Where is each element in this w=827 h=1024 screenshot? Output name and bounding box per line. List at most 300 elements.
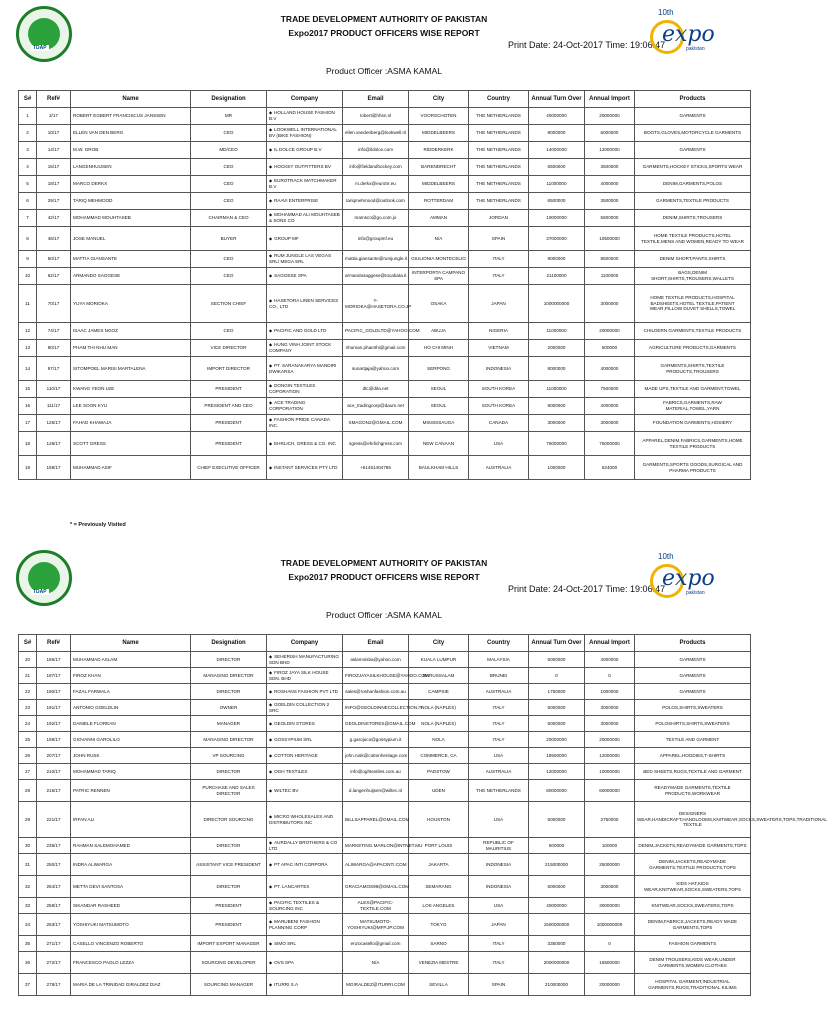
buyers-table bbox=[18, 90, 751, 480]
footnote: * = Previously Visited bbox=[70, 522, 126, 528]
cell-turnover: 80000000 bbox=[529, 780, 585, 802]
cell-sn: 36 bbox=[19, 952, 37, 974]
cell-city: PORT LOUIS bbox=[409, 838, 469, 854]
cell-sn: 6 bbox=[19, 193, 37, 210]
cell-import: 20000000 bbox=[585, 732, 635, 748]
cell-email: g.garojuco@gossypium.it bbox=[343, 732, 409, 748]
cell-country: THE NETHERLANDS bbox=[469, 780, 529, 802]
table-row bbox=[19, 415, 751, 432]
cell-name: MOHAMMAD TARIQ bbox=[71, 764, 191, 780]
cell-company: ◆ EHRLICH, GRESS & CO. INC bbox=[267, 432, 343, 456]
cell-turnover: 18500000 bbox=[529, 748, 585, 764]
cell-import: 20000000 bbox=[585, 323, 635, 340]
cell-designation: VP SOURCING bbox=[191, 748, 267, 764]
table-row bbox=[19, 914, 751, 936]
table-row bbox=[19, 456, 751, 480]
cell-products: BOOTS,GLOVES,MOTORCYCLE GARMENTS bbox=[635, 125, 751, 142]
cell-country: ITALY bbox=[469, 936, 529, 952]
cell-company: ◆ OGH TEXTILES bbox=[267, 764, 343, 780]
cell-email: info@groupmf.eu bbox=[343, 227, 409, 251]
column-header: Ref# bbox=[37, 635, 71, 652]
cell-ref: 111/17 bbox=[37, 398, 71, 415]
cell-country: THE NETHERLANDS bbox=[469, 159, 529, 176]
cell-ref: 250/17 bbox=[37, 854, 71, 876]
cell-company: ◆ MICRO WHOLESALES AND DISTRIBUTORS INC bbox=[267, 802, 343, 838]
table-row bbox=[19, 381, 751, 398]
table-row bbox=[19, 159, 751, 176]
cell-country: JAPAN bbox=[469, 285, 529, 323]
cell-designation: BUYER bbox=[191, 227, 267, 251]
cell-designation: VICE DIRECTOR bbox=[191, 340, 267, 357]
cell-name: KWANG YEON LEE bbox=[71, 381, 191, 398]
cell-ref: 236/17 bbox=[37, 838, 71, 854]
cell-designation: PRESIDENT bbox=[191, 914, 267, 936]
cell-designation: CEO bbox=[191, 125, 267, 142]
cell-city: OSAKA bbox=[409, 285, 469, 323]
cell-products: AGRICULTURE PRODUCTS,GARMENTS bbox=[635, 340, 751, 357]
cell-sn: 27 bbox=[19, 764, 37, 780]
cell-products: FABRICS,GARMENTS,RAW MATERIAL,TOWEL,YARN bbox=[635, 398, 751, 415]
cell-products: GARMENTS,TEXTILE PRODUCTS bbox=[635, 193, 751, 210]
cell-email: BILLSAPPAREL@GMAIL.COM bbox=[343, 802, 409, 838]
cell-city: GIULIONIA MONTECELIO bbox=[409, 251, 469, 268]
cell-import: 0 bbox=[585, 668, 635, 684]
cell-ref: 18/17 bbox=[37, 176, 71, 193]
cell-company: ◆ MARUBENI FASHION PLANNING CORP bbox=[267, 914, 343, 936]
cell-city: TOKYO bbox=[409, 914, 469, 936]
cell-sn: 4 bbox=[19, 159, 37, 176]
buyers-table bbox=[18, 634, 827, 996]
cell-email: mamsco@go.com.jo bbox=[343, 210, 409, 227]
cell-company: ◆ ACE TRADING CORPORATION bbox=[267, 398, 343, 415]
cell-import: 3000000 bbox=[585, 876, 635, 898]
cell-sn: 29 bbox=[19, 802, 37, 838]
cell-name: FIROZ KHAN bbox=[71, 668, 191, 684]
column-header: Annual Import bbox=[585, 635, 635, 652]
cell-company: ◆ LOOKWELL INTERNATIONAL BV (BIKE FASHION) bbox=[267, 125, 343, 142]
cell-ref: 198/17 bbox=[37, 732, 71, 748]
cell-company: ◆ IL DOLCE GROUP B.V bbox=[267, 142, 343, 159]
cell-products: GARMENTS bbox=[635, 652, 751, 668]
table-row bbox=[19, 268, 751, 285]
cell-designation: CEO bbox=[191, 268, 267, 285]
cell-name: LEE SOON KYU bbox=[71, 398, 191, 415]
cell-country: AUSTRALIA bbox=[469, 684, 529, 700]
cell-country: INDONESIA bbox=[469, 357, 529, 381]
cell-company: ◆ MOHAMMAD ALI MOUHTASEB & SONS CO bbox=[267, 210, 343, 227]
cell-company: ◆ GOSSYPIUM SRL bbox=[267, 732, 343, 748]
cell-sn: 32 bbox=[19, 876, 37, 898]
cell-turnover: 9000000 bbox=[529, 398, 585, 415]
cell-country: USA bbox=[469, 802, 529, 838]
cell-city: PADSTOW bbox=[409, 764, 469, 780]
cell-import: 75000000 bbox=[585, 432, 635, 456]
cell-sn: 23 bbox=[19, 700, 37, 716]
cell-company: ◆ PACIFIC TEXTILES & SOURCING INC bbox=[267, 898, 343, 914]
cell-name: ARMANDO SAGGESE bbox=[71, 268, 191, 285]
cell-import: 1100000 bbox=[585, 268, 635, 285]
cell-ref: 3/17 bbox=[37, 108, 71, 125]
cell-sn: 9 bbox=[19, 251, 37, 268]
cell-ref: 74/17 bbox=[37, 323, 71, 340]
cell-import: 6000000 bbox=[585, 125, 635, 142]
table-row bbox=[19, 838, 751, 854]
cell-turnover: 21100000 bbox=[529, 268, 585, 285]
report-title: TRADE DEVELOPMENT AUTHORITY OF PAKISTAN bbox=[280, 558, 488, 568]
cell-designation: PRESIDENT bbox=[191, 432, 267, 456]
cell-turnover: 10000000 bbox=[529, 210, 585, 227]
cell-email: FIROZJAYASILKHOUSE@YAHOO.COM bbox=[343, 668, 409, 684]
cell-designation: CEO bbox=[191, 159, 267, 176]
table-row bbox=[19, 210, 751, 227]
cell-city: MIDDELBEERS bbox=[409, 125, 469, 142]
cell-email: mattia.giansante@rumjungle.it bbox=[343, 251, 409, 268]
cell-designation: DIRECTOR bbox=[191, 652, 267, 668]
cell-sn: 11 bbox=[19, 285, 37, 323]
cell-designation: DIRECTOR bbox=[191, 764, 267, 780]
cell-ref: 10/17 bbox=[37, 125, 71, 142]
cell-company: ◆ SAGGESE SPA bbox=[267, 268, 343, 285]
cell-country: SPAIN bbox=[469, 227, 529, 251]
cell-products: DENIM,SHIRTS,TROUSERS bbox=[635, 210, 751, 227]
cell-designation: PRESIDENT bbox=[191, 381, 267, 398]
cell-country: CANADA bbox=[469, 415, 529, 432]
cell-email: MATSUMOTO-YOSHIYUKI@MFP.JP.COM bbox=[343, 914, 409, 936]
cell-company: ◆ ROSHANS FASHION PVT LTD bbox=[267, 684, 343, 700]
cell-products: DENIM TROUSERS,KIDS WEAR,UNDER GARMENTS,WOMEN CLOTHES bbox=[635, 952, 751, 974]
cell-turnover: 215000000 bbox=[529, 854, 585, 876]
print-date: Print Date: 24-Oct-2017 Time: 19:06.47 bbox=[508, 584, 666, 594]
cell-name: MARCO DERKX bbox=[71, 176, 191, 193]
cell-import: 10000000 bbox=[585, 764, 635, 780]
cell-products: DENIM SHORT,PANTS,SHIRTS bbox=[635, 251, 751, 268]
cell-import: 25000000 bbox=[585, 854, 635, 876]
table-row bbox=[19, 285, 751, 323]
cell-ref: 190/17 bbox=[37, 684, 71, 700]
cell-company: ◆ PT. SARANAKARYA MANDIRI DWIKARSA bbox=[267, 357, 343, 381]
cell-company: ◆ INSTANT SERVICES PTY LTD bbox=[267, 456, 343, 480]
cell-name: FAHAD KHAWAJA bbox=[71, 415, 191, 432]
column-header: Annual Turn Over bbox=[529, 91, 585, 108]
cell-city: VOORSCHOTEN bbox=[409, 108, 469, 125]
cell-turnover: 210000000 bbox=[529, 974, 585, 996]
cell-name: SIKANDAR RASHEED bbox=[71, 898, 191, 914]
cell-country: USA bbox=[469, 898, 529, 914]
cell-sn: 1 bbox=[19, 108, 37, 125]
cell-ref: 254/17 bbox=[37, 876, 71, 898]
cell-sn: 12 bbox=[19, 323, 37, 340]
cell-company: ◆ DONGIN TEXTILES COPORATION bbox=[267, 381, 343, 398]
cell-designation: PRESIDENT AND CEO bbox=[191, 398, 267, 415]
cell-import: 100000 bbox=[585, 838, 635, 854]
table-row bbox=[19, 764, 751, 780]
table-row bbox=[19, 652, 751, 668]
cell-designation: SOURCING DEVELOPER bbox=[191, 952, 267, 974]
cell-import: 4000000 bbox=[585, 652, 635, 668]
cell-company: ◆ RUM JUNGLE LAS VEGAS SRL/ MEGA SRL bbox=[267, 251, 343, 268]
table-row bbox=[19, 716, 751, 732]
cell-turnover: 3000000 bbox=[529, 415, 585, 432]
cell-country: MALAYSIA bbox=[469, 652, 529, 668]
cell-import: 8500000 bbox=[585, 251, 635, 268]
cell-city: SEOUL bbox=[409, 381, 469, 398]
cell-designation: MANAGING DIRECTOR bbox=[191, 668, 267, 684]
cell-company: ◆ GOELDIN COLLECTION 2 SRC bbox=[267, 700, 343, 716]
column-header: City bbox=[409, 635, 469, 652]
cell-import: 4000000 bbox=[585, 357, 635, 381]
tdap-logo: TDAP bbox=[16, 550, 72, 606]
cell-name: JOHN RUSK bbox=[71, 748, 191, 764]
column-header: Products bbox=[635, 635, 751, 652]
cell-country: THE NETHERLANDS bbox=[469, 125, 529, 142]
column-header: Designation bbox=[191, 91, 267, 108]
cell-country: ITALY bbox=[469, 251, 529, 268]
table-row bbox=[19, 936, 751, 952]
cell-products: FOUNDATION GARMENTS,HOSIERY bbox=[635, 415, 751, 432]
cell-import: 1000000000 bbox=[585, 914, 635, 936]
cell-name: SITOMPOEL MARISI MARTALENA bbox=[71, 357, 191, 381]
cell-email: +61451404786 bbox=[343, 456, 409, 480]
cell-sn: 35 bbox=[19, 936, 37, 952]
cell-sn: 17 bbox=[19, 415, 37, 432]
cell-turnover: 9000000 bbox=[529, 251, 585, 268]
cell-turnover: 8000000 bbox=[529, 357, 585, 381]
cell-products: GARMENTS,HOCKEY STICKS,SPORTS WEAR bbox=[635, 159, 751, 176]
cell-name: METTA DEVI SANTOSA bbox=[71, 876, 191, 898]
cell-name: TARIQ MEHMOOD bbox=[71, 193, 191, 210]
cell-products: KNITWEAR,SOCKS,SWEATERS,TOPS bbox=[635, 898, 751, 914]
table-row bbox=[19, 684, 751, 700]
tdap-logo: TDAP bbox=[16, 6, 72, 62]
cell-products: BED SHEETS,RUGS,TEXTILE AND GARMENT bbox=[635, 764, 751, 780]
cell-country: SPAIN bbox=[469, 974, 529, 996]
cell-company: ◆ HOCKEY OUTFITTERS BV bbox=[267, 159, 343, 176]
cell-country: SOUTH KOREA bbox=[469, 381, 529, 398]
cell-country: JAPAN bbox=[469, 914, 529, 936]
table-row bbox=[19, 432, 751, 456]
cell-ref: 80/17 bbox=[37, 340, 71, 357]
cell-products: POLOS,SHIRTS,SWEATERS bbox=[635, 700, 751, 716]
cell-sn: 26 bbox=[19, 748, 37, 764]
cell-company: ◆ HASETORA LINEN SERVICES CO., LTD bbox=[267, 285, 343, 323]
cell-city: NEW CANAAN bbox=[409, 432, 469, 456]
cell-city: CAMPSIE bbox=[409, 684, 469, 700]
column-header: Country bbox=[469, 91, 529, 108]
cell-sn: 18 bbox=[19, 432, 37, 456]
cell-products: HOME TEXTILE PRODUCTS,HOTEL TEXTILE,MENS AND WOMEN,READY TO WEAR bbox=[635, 227, 751, 251]
cell-products: MADE UPS,TEXTILE AND GARMENT,TOWEL bbox=[635, 381, 751, 398]
cell-city: SEMARANG bbox=[409, 876, 469, 898]
cell-city: VENEZIA MESTRE bbox=[409, 952, 469, 974]
cell-country: VIETNAM bbox=[469, 340, 529, 357]
cell-email: nhuman.phamthi@gmail.com bbox=[343, 340, 409, 357]
cell-country: REPUBLIC OF MAURITIUS bbox=[469, 838, 529, 854]
cell-name: JOSE MANUEL bbox=[71, 227, 191, 251]
cell-turnover: 8000000 bbox=[529, 125, 585, 142]
cell-email: PACIFIC_GOLDLTD@YAHOO.COM bbox=[343, 323, 409, 340]
cell-email: sgress@ehrlichgress.com bbox=[343, 432, 409, 456]
cell-products: GARMENTS bbox=[635, 142, 751, 159]
cell-city: COMMERCE, CA bbox=[409, 748, 469, 764]
cell-company: ◆ PT APAC INTI CORPORA bbox=[267, 854, 343, 876]
cell-city: ROTTERDAM bbox=[409, 193, 469, 210]
cell-country: ITALY bbox=[469, 952, 529, 974]
cell-products: HOSPITAL GARMENT,INDUSTRIAL GARMENTS,RUGS,TRADITIONAL KILIMS bbox=[635, 974, 751, 996]
cell-name: IRFAN ALI bbox=[71, 802, 191, 838]
cell-turnover: 1000000 bbox=[529, 456, 585, 480]
cell-products: FASHION GARMENTS bbox=[635, 936, 751, 952]
cell-name: MUHAMMAD ASLAM bbox=[71, 652, 191, 668]
cell-city: SEOUL bbox=[409, 398, 469, 415]
cell-products: KIDS HAT,KIDS WEAR,KNITWEAR,SOCKS,SWEATERS,TOPS bbox=[635, 876, 751, 898]
cell-turnover: 1000000000 bbox=[529, 285, 585, 323]
cell-country: SOUTH KOREA bbox=[469, 398, 529, 415]
product-officer: Product Officer :ASMA KAMAL bbox=[325, 610, 443, 620]
cell-name: DANIELE FLOREAN bbox=[71, 716, 191, 732]
cell-email: sunartjaja@yahoo.com bbox=[343, 357, 409, 381]
cell-ref: 271/17 bbox=[37, 936, 71, 952]
cell-turnover: 11000000 bbox=[529, 323, 585, 340]
expo-logo: 10th expo pakistan bbox=[650, 552, 720, 606]
cell-email: MGIRALDEZ@ITURRI.COM bbox=[343, 974, 409, 996]
cell-name: FRANCESCO PAOLO LEZZA bbox=[71, 952, 191, 974]
table-row bbox=[19, 398, 751, 415]
cell-turnover: 5000000 bbox=[529, 700, 585, 716]
cell-import: 3000000 bbox=[585, 415, 635, 432]
cell-email: INFO@GEOLDINNECOLLECTION.IT bbox=[343, 700, 409, 716]
cell-sn: 8 bbox=[19, 227, 37, 251]
column-header: Annual Import bbox=[585, 91, 635, 108]
cell-name: MARIA DE LA TRINIDAD GIRALDEZ DIAZ bbox=[71, 974, 191, 996]
cell-company: ◆ COTTON HERITAGE bbox=[267, 748, 343, 764]
cell-sn: 3 bbox=[19, 142, 37, 159]
cell-name: MATTIA GIANSANTE bbox=[71, 251, 191, 268]
cell-ref: 272/17 bbox=[37, 952, 71, 974]
cell-company: ◆ AURDALLY BROTHERS & CO LTD bbox=[267, 838, 343, 854]
table-row bbox=[19, 700, 751, 716]
report-subtitle: Expo2017 PRODUCT OFFICERS WISE REPORT bbox=[288, 28, 480, 38]
cell-city: INTERPORTA CAMPANO SPA bbox=[409, 268, 469, 285]
cell-designation: MD/CEO bbox=[191, 142, 267, 159]
cell-ref: 187/17 bbox=[37, 668, 71, 684]
cell-designation: DIRECTOR bbox=[191, 684, 267, 700]
cell-email: tariqmehmood@outlook.com bbox=[343, 193, 409, 210]
cell-sn: 10 bbox=[19, 268, 37, 285]
cell-company: ◆ PT. LANCARTEX bbox=[267, 876, 343, 898]
cell-import: 60000000 bbox=[585, 780, 635, 802]
cell-ref: 42/17 bbox=[37, 210, 71, 227]
table-row bbox=[19, 251, 751, 268]
report-subtitle: Expo2017 PRODUCT OFFICERS WISE REPORT bbox=[288, 572, 480, 582]
table-row bbox=[19, 340, 751, 357]
column-header: Designation bbox=[191, 635, 267, 652]
cell-name: ISAAC JAMES NGOZ bbox=[71, 323, 191, 340]
print-date: Print Date: 24-Oct-2017 Time: 19:06.47 bbox=[508, 40, 666, 50]
cell-email: sales@roshanfashion.com.au bbox=[343, 684, 409, 700]
cell-ref: 221/17 bbox=[37, 802, 71, 838]
cell-ref: 29/17 bbox=[37, 193, 71, 210]
cell-email: Y-MORIOKA@HASETORA.CO.JP bbox=[343, 285, 409, 323]
cell-import: 4000000 bbox=[585, 176, 635, 193]
cell-country: THE NETHERLANDS bbox=[469, 193, 529, 210]
cell-import: 7500000 bbox=[585, 381, 635, 398]
cell-import: 20000000 bbox=[585, 974, 635, 996]
expo-logo: 10th expo pakistan bbox=[650, 8, 720, 62]
cell-ref: 210/17 bbox=[37, 764, 71, 780]
cell-products: APPAREL,HOODIES,T-SHIRTS bbox=[635, 748, 751, 764]
cell-products: DESIGNERS WEAR,HANDICRAFT,HANDLOOMS,KNITWEAR,SOCKS,SWEATERS,TOPS,TRADITIONAL TEXTILE bbox=[635, 802, 751, 838]
cell-import: 3000000 bbox=[585, 716, 635, 732]
cell-sn: 13 bbox=[19, 340, 37, 357]
cell-designation: MR bbox=[191, 108, 267, 125]
cell-sn: 7 bbox=[19, 210, 37, 227]
cell-products: GARMENTS bbox=[635, 108, 751, 125]
cell-designation: CEO bbox=[191, 176, 267, 193]
table-row bbox=[19, 176, 751, 193]
table-row bbox=[19, 108, 751, 125]
cell-sn: 28 bbox=[19, 780, 37, 802]
column-header: Products bbox=[635, 91, 751, 108]
cell-turnover: 6500000 bbox=[529, 193, 585, 210]
cell-designation: CHAIRMAN & CEO bbox=[191, 210, 267, 227]
cell-country: INDONESIA bbox=[469, 854, 529, 876]
cell-products: GARMENTS,SPORTS GOODS,SURGICAL AND PHARMA PRODUCTS bbox=[635, 456, 751, 480]
cell-company: ◆ RAAVI ENTERPRISE bbox=[267, 193, 343, 210]
cell-designation: CEO bbox=[191, 323, 267, 340]
cell-company: ◆ HUNG VINH JOINT STOCK COMPANY bbox=[267, 340, 343, 357]
cell-city: MIDDELBEERS bbox=[409, 176, 469, 193]
cell-name: MUHAMMAD ASIF bbox=[71, 456, 191, 480]
cell-email: info@oghtextiles.com.au bbox=[343, 764, 409, 780]
cell-city: LOS ANGELES bbox=[409, 898, 469, 914]
cell-products: CHILDERN GARMENTS,TEXTILE PRODUCTS bbox=[635, 323, 751, 340]
column-header: S# bbox=[19, 91, 37, 108]
cell-turnover: 37000000 bbox=[529, 227, 585, 251]
cell-designation: MANAGING DIRECTOR bbox=[191, 732, 267, 748]
table-row bbox=[19, 802, 751, 838]
column-header: Company bbox=[267, 91, 343, 108]
cell-import: 10500000 bbox=[585, 227, 635, 251]
cell-city: AMMAN bbox=[409, 210, 469, 227]
cell-city: ABUJA bbox=[409, 323, 469, 340]
cell-products: DENIM,JACKETS,READYMADE GARMENTS,TOPS bbox=[635, 838, 751, 854]
table-row bbox=[19, 732, 751, 748]
cell-city: N/A bbox=[409, 227, 469, 251]
cell-name: YUYA MORIOKA bbox=[71, 285, 191, 323]
cell-turnover: 500000 bbox=[529, 838, 585, 854]
table-row bbox=[19, 974, 751, 996]
cell-company: ◆ GROUP MF bbox=[267, 227, 343, 251]
cell-city: MISSISSAUGA bbox=[409, 415, 469, 432]
cell-city: BARENDRECHT bbox=[409, 159, 469, 176]
table-row bbox=[19, 323, 751, 340]
cell-sn: 5 bbox=[19, 176, 37, 193]
cell-ref: 46/17 bbox=[37, 227, 71, 251]
column-header: Country bbox=[469, 635, 529, 652]
cell-products: POLOSHIRTS,SHIRTS,SWEATERS bbox=[635, 716, 751, 732]
cell-company: ◆ PACIFIC AND GOLD LTD bbox=[267, 323, 343, 340]
cell-turnover: 2000000 bbox=[529, 340, 585, 357]
column-header: S# bbox=[19, 635, 37, 652]
cell-import: 500000 bbox=[585, 340, 635, 357]
cell-email: ALEX@PACIFIC-TEXTILE.COM bbox=[343, 898, 409, 914]
cell-name: RAHMAN SALEMOHAMED bbox=[71, 838, 191, 854]
cell-designation: SECTION CHIEF bbox=[191, 285, 267, 323]
cell-products: BAGS,DENIM SHORT,SHIRTS,TROUSERS,WALLETS bbox=[635, 268, 751, 285]
cell-name: ELLEN VAN DEN BERG bbox=[71, 125, 191, 142]
cell-name: PHAM THI NHU MAN bbox=[71, 340, 191, 357]
cell-designation: ASSISTANT VICE PRESIDENT bbox=[191, 854, 267, 876]
